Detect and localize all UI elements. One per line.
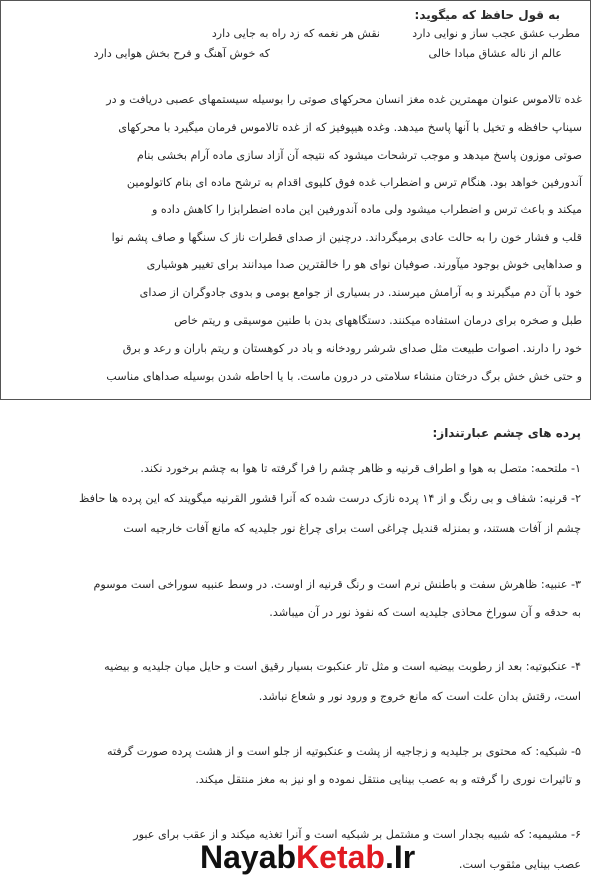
paragraph-line: خود را دارند. اصوات طبیعت مثل صدای شرشر رودخانه و باد در کوهستان و ریتم باران و رعد و برق (122, 342, 582, 355)
list-item-4-continued: است، رقتش بدان علت است که مانع خروج و ورود نور و شعاع نباشد. (258, 690, 581, 703)
paragraph-line: قلب و فشار خون را به حالت عادی برمیگرداند. درچنین از صدای قطرات ناز ک سنگها و صاف پشم نوا (111, 231, 582, 244)
paragraph-line: خود با آن دم میگیرند و به آرامش میرسند. در بسیاری از جوامع بومی و بدوی جادوگران از صدای (139, 286, 582, 299)
list-item-3: ۳- عنبیه: ظاهرش سفت و باطنش نرم است و رنگ قرنیه از اوست. در وسط عنبیه سوراخی است موسوم (93, 578, 581, 591)
list-item-2: ۲- قرنیه: شفاف و بی رنگ و از ۱۴ پرده نازک درست شده که آنرا قشور القرنیه میگویند که این پرده ها حافظ (78, 492, 581, 505)
list-item-3-continued: به حدقه و آن سوراخ محاذی جلیدیه است که نفوذ نور در آن میباشد. (269, 606, 581, 619)
list-item-6-continued: عصب بینایی مثقوب است. (458, 858, 581, 871)
text-panel-top (0, 0, 591, 400)
list-item-1: ۱- ملتحمه: متصل به هوا و اطراف قرنیه و ظاهر چشم را فرا گرفته تا هوا به چشم برخورد نکند. (140, 462, 581, 475)
poem-intro: به قول حافظ که میگوید: (414, 8, 560, 22)
watermark-part-1: Nayab (200, 839, 297, 875)
poem-verse-2-second: که خوش آهنگ و فرح بخش هوایی دارد (93, 47, 270, 60)
watermark-logo (200, 836, 416, 878)
poem-verse-2-first: عالم از ناله عشاق مبادا خالی (428, 47, 562, 60)
list-item-5-continued: و تاثیرات نوری را گرفته و به عصب بینایی منتقل نموده و او نیز به مغز منتقل میکند. (195, 773, 581, 786)
paragraph-line: غده تالاموس عنوان مهمترین غده مغز انسان محرکهای صوتی را بوسیله سیستمهای عصبی دریافت و در (106, 93, 582, 106)
list-title: پرده های چشم عبارتنداز: (432, 426, 581, 440)
paragraph-line: آندورفین خواهد بود. هنگام ترس و اضطراب غده فوق کلیوی اقدام به ترشح ماده ای بنام کاتولومین (126, 176, 582, 189)
paragraph-line: و حتی خش خش برگ درختان منشاء سلامتی در درون ماست. با یا احاطه شدن بوسیله صداهای مناسب (106, 370, 582, 383)
paragraph-line: و صداهایی خوش بوجود میآورند. صوفیان نوای هو را خالقترین صدا میدانند برای تغییر هوشیاری (146, 258, 582, 271)
list-item-5: ۵- شبکیه: که محتوی بر جلیدیه و زجاجیه از پشت و عنکبوتیه از جلو است و از هشت پرده صورت گرفته (107, 745, 581, 758)
paragraph-line: طبل و صخره برای درمان استفاده میکنند. دستگاههای بدن با طنین موسیقی و ریتم خاص (174, 314, 582, 327)
paragraph-line: میکند و باعث ترس و اضطراب میشود ولی ماده آندورفین این ماده اضطرابزا را کاهش داده و (151, 203, 582, 216)
list-item-2-continued: چشم از آفات هستند، و بمنزله قندیل چراغی است برای چراغ نور جلیدیه که مانع آفات خارجیه است (123, 522, 581, 535)
paragraph-line: صوتی موزون پاسخ میدهد و موجب ترشحات میشود که نتیجه آن آزاد سازی ماده آرام بخشی بنام (136, 149, 582, 162)
poem-verse-1-first: مطرب عشق عجب ساز و نوایی دارد (412, 27, 580, 40)
list-item-4: ۴- عنکبوتیه: بعد از رطوبت بیضیه است و مثل تار عنکبوت بسیار رقیق است و حایل میان جلیدیه و بیضیه (104, 660, 581, 673)
watermark-part-2: Ketab (296, 839, 385, 875)
poem-verse-1-second: نقش هر نغمه که زد راه به جایی دارد (211, 27, 380, 40)
paragraph-line: سیناپ حافظه و تخیل با آنها پاسخ میدهد. وغده هیپوفیز که از غده تالاموس فرمان میگیرد با محرکهای (118, 121, 582, 134)
list-item-6: ۶- مشیمیه: که شبیه بجدار است و مشتمل بر شبکیه است و آنرا تغذیه میکند و از عقب برای عبور (133, 828, 581, 841)
watermark-part-3: .Ir (384, 839, 416, 875)
